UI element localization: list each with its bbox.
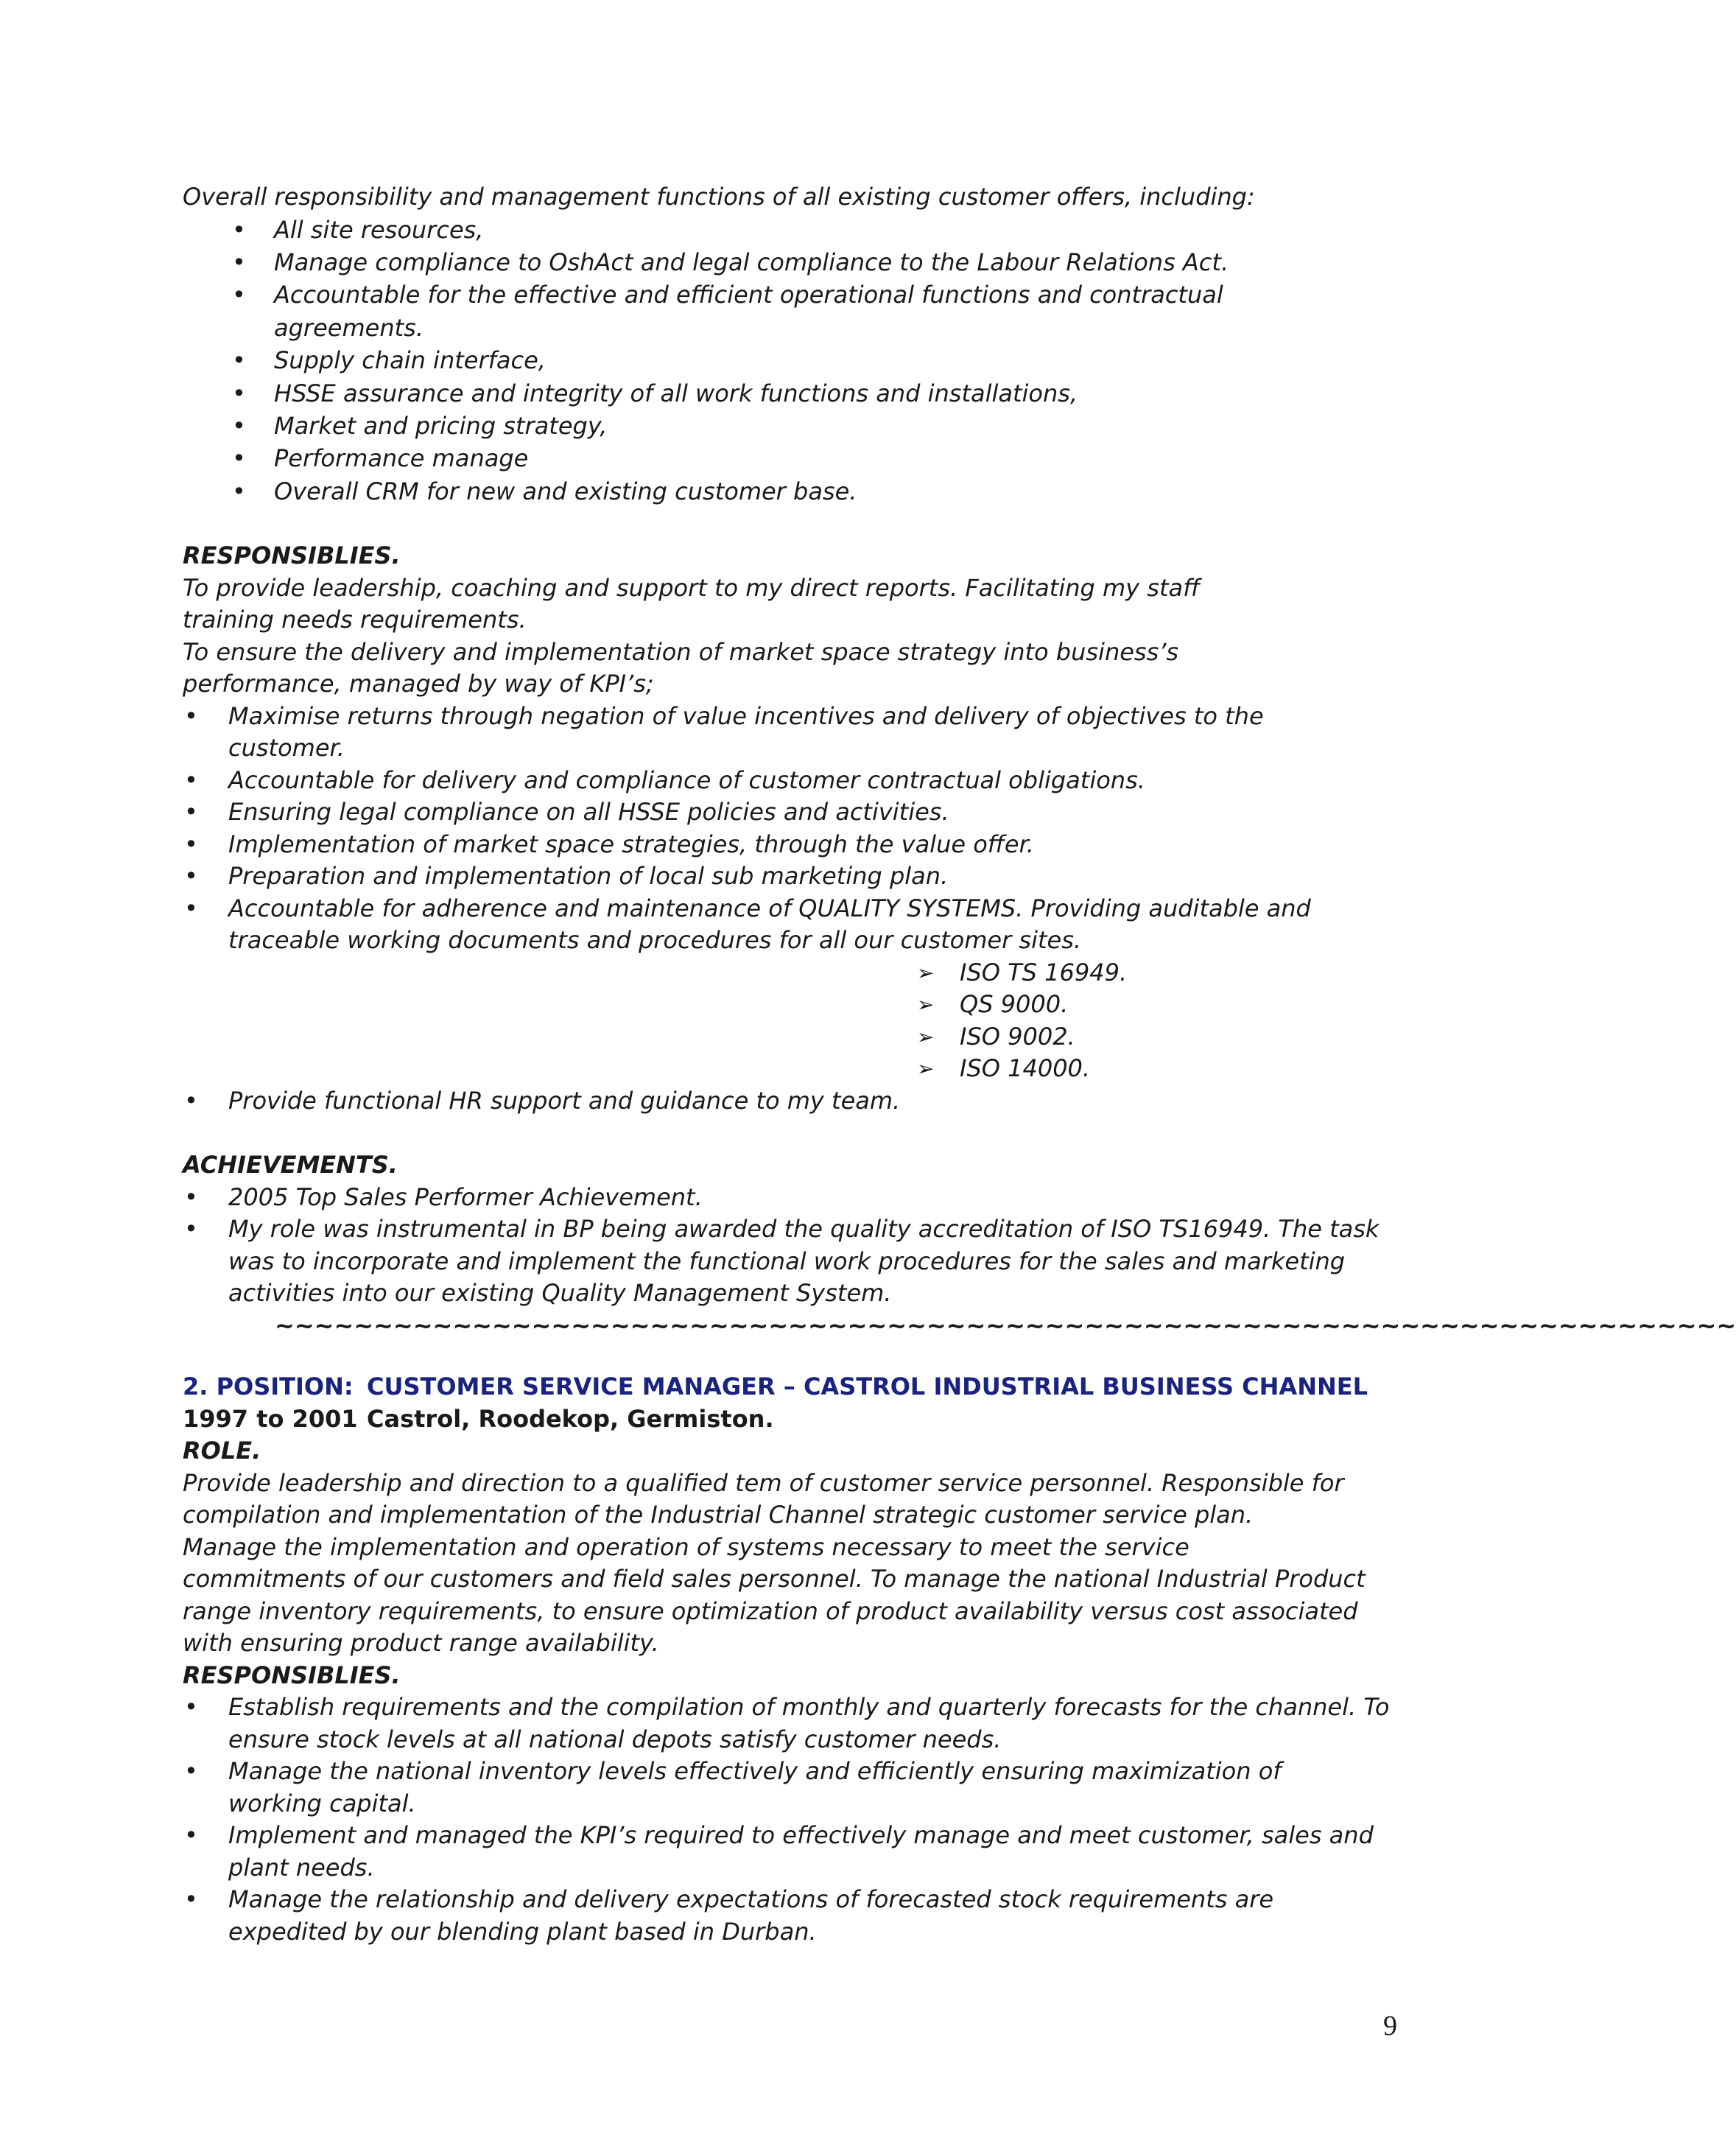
role-line: Manage the implementation and operation of systems necessary to meet the service bbox=[183, 1532, 1189, 1561]
quality-systems-list bbox=[917, 957, 1435, 1085]
employment-period bbox=[183, 1403, 1435, 1436]
achievements-heading: ACHIEVEMENTS. bbox=[183, 1151, 398, 1179]
list-item: • Ensuring legal compliance on all HSSE policies and activities. bbox=[183, 796, 1376, 829]
responsibilities-paragraph-line: training needs requirements. bbox=[183, 606, 527, 634]
responsibilities-bullet-list bbox=[183, 701, 1435, 957]
list-item: • HSSE assurance and integrity of all work functions and installations, bbox=[232, 377, 1435, 410]
list-item: • Provide functional HR support and guidance to my team. bbox=[183, 1085, 1435, 1118]
list-item: • Implementation of market space strategies, through the value offer. bbox=[183, 829, 1376, 861]
responsibilities-heading: RESPONSIBLIES. bbox=[183, 541, 401, 570]
list-item: • Implement and managed the KPI’s required to effectively manage and meet customer, sales and plant needs. bbox=[183, 1820, 1435, 1884]
responsibilities-paragraph-line: performance, managed by way of KPI’s; bbox=[183, 670, 654, 698]
list-item: • Overall CRM for new and existing customer base. bbox=[232, 475, 1435, 508]
achievements-bullet-list bbox=[183, 1182, 1435, 1310]
responsibilities-bullet-list-2 bbox=[183, 1691, 1435, 1948]
position-number-label: 2. POSITION: bbox=[183, 1372, 354, 1401]
responsibilities-heading-2: RESPONSIBLIES. bbox=[183, 1661, 401, 1689]
role-line: with ensuring product range availability. bbox=[183, 1629, 659, 1658]
page-number: 9 bbox=[1383, 2010, 1397, 2041]
list-item: • Market and pricing strategy, bbox=[232, 410, 1435, 442]
section-separator: ~~~~~~~~~~~~~~~~~~~~~~~~~~~~~~~~~~~~~~~~~~~~~~~~~~~~~~~~~~~~~~~~~~~~~~~~~~ bbox=[275, 1311, 1736, 1339]
role-line: Provide leadership and direction to a qualified tem of customer service personnel. Responsible for bbox=[183, 1468, 1344, 1497]
list-item: • Accountable for delivery and compliance of customer contractual obligations. bbox=[183, 765, 1376, 797]
list-item: • Manage the relationship and delivery expectations of forecasted stock requirements are expedited by our blending plant based in Durban. bbox=[183, 1884, 1435, 1948]
list-item: • All site resources, bbox=[232, 214, 1435, 246]
position-header bbox=[183, 1371, 1435, 1403]
list-item: • Maximise returns through negation of value incentives and delivery of objectives to the customer. bbox=[183, 701, 1376, 765]
list-item: • Accountable for the effective and efficient operational functions and contractual agreements. bbox=[232, 278, 1435, 344]
list-item: • Accountable for adherence and maintenance of QUALITY SYSTEMS. Providing auditable and traceable working documents and procedures for all our customer sites. bbox=[183, 893, 1376, 957]
list-item: • Establish requirements and the compilation of monthly and quarterly forecasts for the channel. To ensure stock levels at all national depots satisfy customer needs. bbox=[183, 1691, 1435, 1756]
list-item: • Supply chain interface, bbox=[232, 344, 1435, 376]
role-line: compilation and implementation of the Industrial Channel strategic customer service plan. bbox=[183, 1501, 1254, 1529]
intro-bullet-list bbox=[232, 214, 1435, 508]
responsibilities-last-bullet bbox=[183, 1085, 1435, 1118]
list-item: ➢ QS 9000. bbox=[917, 989, 1435, 1021]
list-item: • Performance manage bbox=[232, 442, 1435, 474]
list-item: ➢ ISO 14000. bbox=[917, 1053, 1435, 1085]
list-item: • Manage the national inventory levels effectively and efficiently ensuring maximization of working capital. bbox=[183, 1756, 1435, 1820]
responsibilities-paragraph-line: To ensure the delivery and implementation of market space strategy into business’s bbox=[183, 637, 1179, 666]
role-heading: ROLE. bbox=[183, 1437, 261, 1465]
list-item: • My role was instrumental in BP being awarded the quality accreditation of ISO TS16949. The task was to incorporate and implement the functional work procedures for the sales and marketing activities into our existing Quality Management System. bbox=[183, 1213, 1435, 1310]
intro-text: Overall responsibility and management functions of all existing customer offers, including: bbox=[183, 183, 1255, 211]
list-item: • Manage compliance to OshAct and legal compliance to the Labour Relations Act. bbox=[232, 246, 1435, 278]
employment-years: 1997 to 2001 bbox=[183, 1404, 358, 1433]
responsibilities-paragraph-line: To provide leadership, coaching and support to my direct reports. Facilitating my staff bbox=[183, 573, 1201, 602]
employer: Castrol, Roodekop, Germiston. bbox=[367, 1404, 774, 1433]
position-title: CUSTOMER SERVICE MANAGER – CASTROL INDUSTRIAL BUSINESS CHANNEL bbox=[367, 1372, 1368, 1401]
role-line: range inventory requirements, to ensure optimization of product availability versus cost associated bbox=[183, 1596, 1358, 1625]
list-item: ➢ ISO 9002. bbox=[917, 1021, 1435, 1054]
list-item: • 2005 Top Sales Performer Achievement. bbox=[183, 1182, 1435, 1214]
list-item: ➢ ISO TS 16949. bbox=[917, 957, 1435, 989]
document-body bbox=[183, 181, 1736, 1948]
list-item: • Preparation and implementation of local sub marketing plan. bbox=[183, 860, 1376, 893]
role-line: commitments of our customers and field sales personnel. To manage the national Industrial Product bbox=[183, 1565, 1366, 1594]
